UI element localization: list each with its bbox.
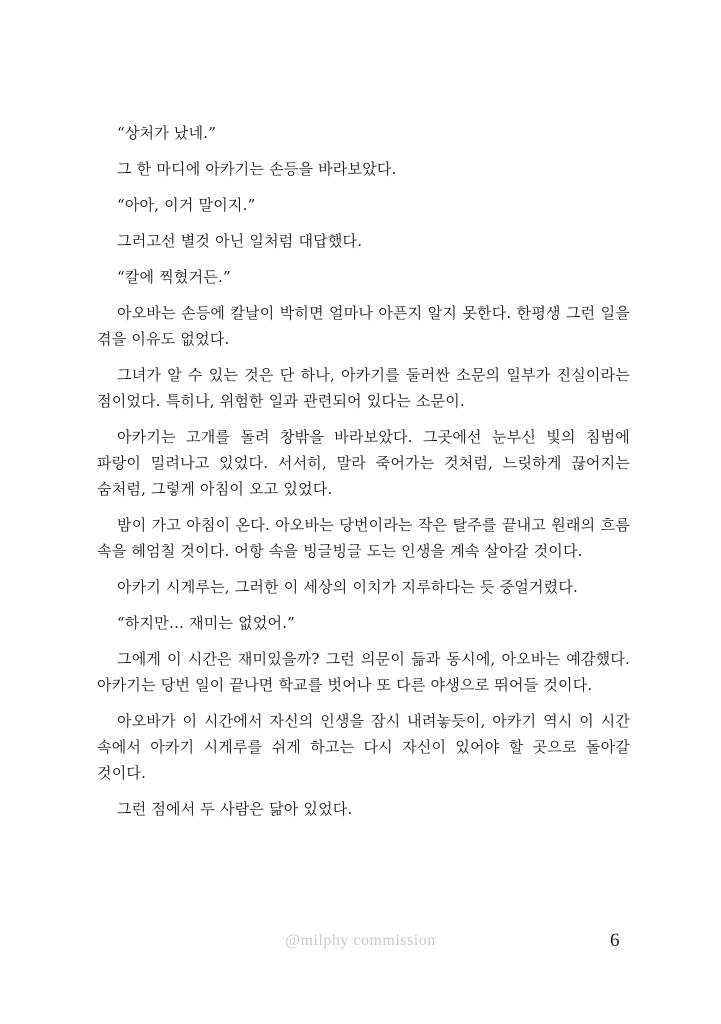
paragraph: 그에게 이 시간은 재미있을까? 그런 의문이 듦과 동시에, 아오바는 예감했다. 아카기는 당번 일이 끝나면 학교를 벗어나 또 다른 야생으로 뛰어들 것이다. — [97, 650, 630, 694]
paragraph: 아오바는 손등에 칼날이 박히면 얼마나 아픈지 알지 못한다. 한평생 그런 일을 겪을 이유도 없었다. — [97, 304, 630, 348]
paragraph: “상처가 났네.” — [117, 124, 217, 142]
body-text — [97, 120, 630, 832]
paragraph: “칼에 찍혔거든.” — [117, 268, 231, 286]
paragraph: “하지만… 재미는 없었어.” — [117, 614, 296, 632]
paragraph: 밤이 가고 아침이 온다. 아오바는 당번이라는 작은 탈주를 끝내고 원래의 흐름 속을 헤엄칠 것이다. 어항 속을 빙글빙글 도는 인생을 계속 살아갈 것이다. — [97, 516, 630, 560]
paragraph: 아오바가 이 시간에서 자신의 인생을 잠시 내려놓듯이, 아카기 역시 이 시간 속에서 아카기 시게루를 쉬게 하고는 다시 자신이 있어야 할 곳으로 돌아갈 것이다. — [97, 712, 630, 782]
paragraph: 그녀가 알 수 있는 것은 단 하나, 아카기를 둘러싼 소문의 일부가 진실이라는 점이었다. 특히나, 위험한 일과 관련되어 있다는 소문이. — [97, 366, 630, 410]
paragraph: 아카기는 고개를 돌려 창밖을 바라보았다. 그곳에선 눈부신 빛의 침범에 파랑이 밀려나고 있었다. 서서히, 말라 죽어가는 것처럼, 느릿하게 끊어지는 숨처럼, 그렇게 아침이 오고 있었다. — [97, 428, 630, 498]
page-number: 6 — [610, 930, 620, 951]
paragraph: 그러고선 별것 아닌 일처럼 대답했다. — [117, 232, 363, 250]
paragraph: 아카기 시게루는, 그러한 이 세상의 이치가 지루하다는 듯 중얼거렸다. — [117, 578, 579, 596]
paragraph: 그 한 마디에 아카기는 손등을 바라보았다. — [117, 160, 397, 178]
watermark-text: @milphy commission — [285, 932, 436, 949]
paragraph: 그런 점에서 두 사람은 닮아 있었다. — [117, 800, 353, 818]
paragraph: “아아, 이거 말이지.” — [117, 196, 256, 214]
